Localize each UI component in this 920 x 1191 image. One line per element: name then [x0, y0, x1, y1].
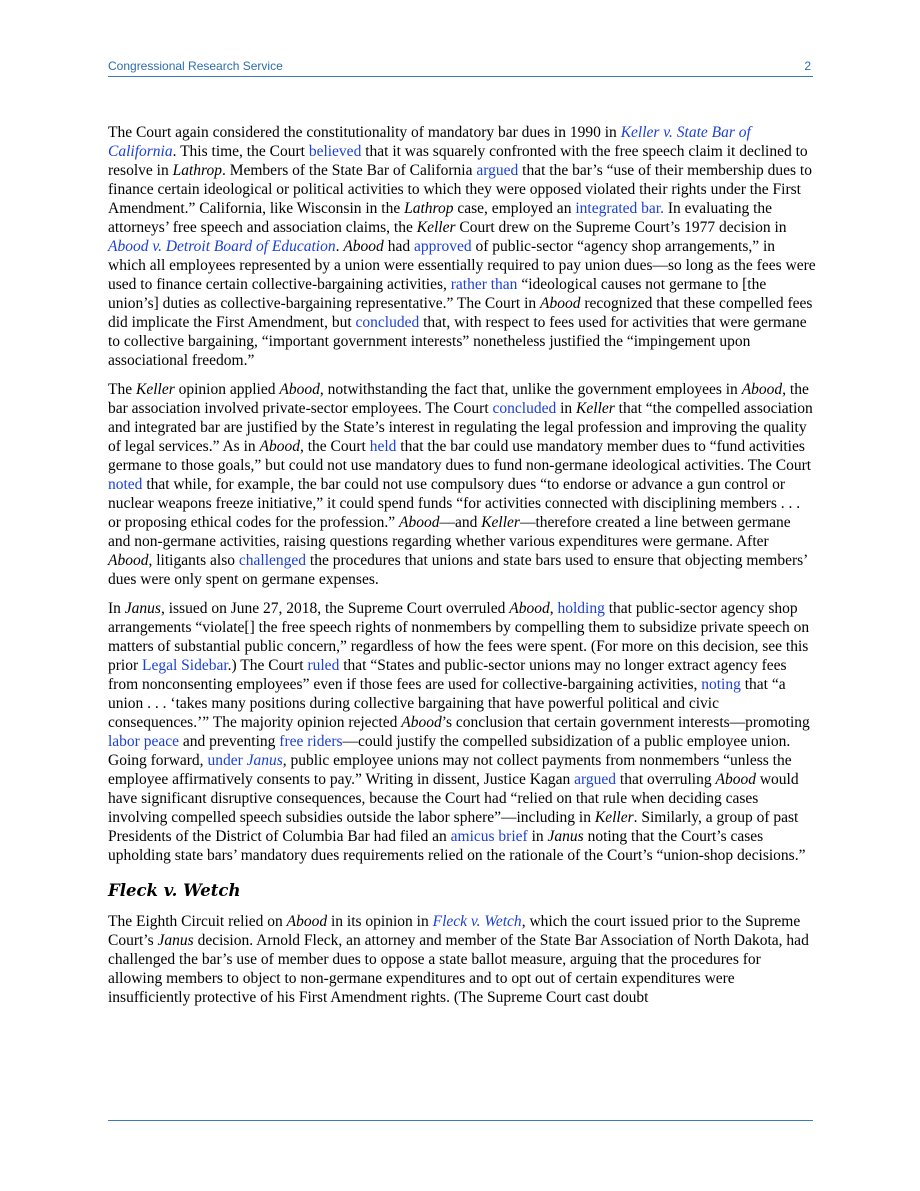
header-org: Congressional Research Service [108, 59, 283, 73]
text: that the bar’s “use of their membership dues to finance certain ideological or political activities to which they were opposed violated their rights under the First Amendment.” California, like Wisconsin in the [108, 162, 812, 217]
text: , which the court issued prior to the Supreme Court’s [108, 913, 801, 949]
text: , notwithstanding the fact that, unlike the government employees in [319, 381, 742, 398]
text: . [335, 238, 344, 255]
text: would have significant disruptive consequences, because the Court had “relied on that rule when deciding cases involving compelled speech subsidies outside the labor sphere”—including in [108, 771, 799, 826]
link-under-janus[interactable] [207, 752, 282, 769]
text: —and [439, 514, 482, 531]
text: that overruling [616, 771, 716, 788]
case-name: Janus [157, 932, 194, 949]
link-labor-peace[interactable]: labor peace [108, 733, 179, 750]
text: opinion applied [174, 381, 280, 398]
link-fleck-case[interactable]: Fleck v. Wetch [432, 913, 522, 930]
text: the procedures that unions and state bars used to ensure that objecting members’ dues were only spent on germane expenses. [108, 552, 808, 588]
footer-divider [108, 1120, 813, 1121]
link-believed[interactable]: believed [308, 143, 362, 160]
text: that “a union . . . ‘takes many positions during collective bargaining that have powerful political and civic consequences.’” The majority opinion rejected [108, 676, 786, 731]
link-keller-case[interactable]: Keller v. State Bar of California [108, 124, 751, 160]
link-amicus-brief[interactable]: amicus brief [450, 828, 528, 845]
paragraph-fleck [108, 912, 816, 1007]
text: The [108, 381, 136, 398]
case-name: Abood [259, 438, 300, 455]
text: , the Court [299, 438, 370, 455]
link-rather-than[interactable]: rather than [450, 276, 518, 293]
section-heading: Fleck v. Wetch [108, 881, 241, 900]
link-challenged[interactable]: challenged [238, 552, 307, 569]
document-body [108, 123, 816, 1017]
text: In [108, 600, 125, 617]
text: “ideological causes not germane to [the union’s] duties as collective-bargaining representative.” The Court in [108, 276, 767, 312]
paragraph-janus [108, 599, 816, 865]
text: case, employed an [453, 200, 576, 217]
link-legal-sidebar[interactable]: Legal Sidebar [142, 657, 228, 674]
text: , issued on June 27, 2018, the Supreme Court overruled [160, 600, 510, 617]
text: that, with respect to fees used for activities that were germane to collective bargaining, “important government interests” nonetheless justified the “impingement upon associational freedom.” [108, 314, 807, 369]
link-janus-text: Janus [246, 752, 283, 769]
text: and preventing [179, 733, 280, 750]
text: that the bar could use mandatory member dues to “fund activities germane to those goals,” but could not use mandatory dues to fund non-germane ideological activities. The Court [108, 438, 812, 474]
case-name: Abood [540, 295, 581, 312]
case-name: Abood [715, 771, 756, 788]
case-name: Abood [108, 552, 149, 569]
text: noting that the Court’s cases upholding state bars’ mandatory dues requirements relied on the rationale of the Court’s “union-shop decisions.” [108, 828, 806, 864]
case-name: Abood [286, 913, 328, 930]
case-name: Lathrop [172, 162, 222, 179]
case-name: Abood [279, 381, 320, 398]
case-name: Lathrop [404, 200, 454, 217]
text: that it was squarely confronted with the free speech claim it declined to resolve in [108, 143, 808, 179]
text: , litigants also [148, 552, 239, 569]
link-noted[interactable]: noted [108, 476, 143, 493]
case-name: Abood [398, 514, 440, 531]
text: of public-sector “agency shop arrangements,” in which all employees represented by a union were essentially required to pay union dues—so long as the fees were used to finance certain collective-bargaining activities, [108, 238, 816, 293]
link-noting[interactable]: noting [701, 676, 741, 693]
text: Court drew on the Supreme Court’s 1977 decision in [455, 219, 787, 236]
text: had [383, 238, 414, 255]
text: in its opinion in [327, 913, 433, 930]
link-argued[interactable]: argued [574, 771, 617, 788]
case-name: Keller [416, 219, 456, 236]
link-free-riders[interactable]: free riders [279, 733, 343, 750]
case-name: Keller [481, 514, 520, 531]
link-approved[interactable]: approved [413, 238, 472, 255]
text: recognized that these compelled fees did implicate the First Amendment, but [108, 295, 813, 331]
link-integrated-bar[interactable]: integrated bar. [575, 200, 664, 217]
paragraph-keller-opinion [108, 380, 816, 589]
text: .) The Court [227, 657, 308, 674]
link-concluded[interactable]: concluded [492, 400, 557, 417]
text: ’s conclusion that certain government interests—promoting [441, 714, 810, 731]
text: in [527, 828, 548, 845]
case-name: Janus [124, 600, 161, 617]
link-concluded[interactable]: concluded [355, 314, 420, 331]
page-header [108, 58, 813, 77]
case-name: Keller [135, 381, 175, 398]
case-name: Abood [509, 600, 550, 617]
text: . This time, the Court [172, 143, 309, 160]
case-name: Abood [401, 714, 442, 731]
text: that while, for example, the bar could not use compulsory dues “to endorse or advance a gun control or nuclear weapons freeze initiative,” it could spend funds “for activities connected with disciplining members . . . or proposing ethical codes for the profession.” [108, 476, 801, 531]
text: , [549, 600, 558, 617]
link-abood-case[interactable]: Abood v. Detroit Board of Education [108, 238, 336, 255]
text: the bar association involved private-sector employees. The Court [108, 381, 809, 417]
link-argued[interactable]: argued [476, 162, 519, 179]
text: The Court again considered the constitutionality of mandatory bar dues in 1990 in [108, 124, 621, 141]
page-number: 2 [804, 59, 811, 73]
text: In evaluating the attorneys’ free speech and association claims, the [108, 200, 773, 236]
case-name: Janus [547, 828, 584, 845]
paragraph-keller [108, 123, 816, 370]
case-name: Keller [576, 400, 615, 417]
text: that “the compelled association and integrated bar are justified by the State’s interest in regulating the legal profession and improving the quality of legal services.” As in [108, 400, 813, 455]
text: that public-sector agency shop arrangements “violate[] the free speech rights of nonmembers by compelling them to subsidize private speech on matters of substantial public concern,” regardless of how the fees were spent. (For more on this decision, see this prior [108, 600, 810, 674]
text: , public employee unions may not collect payments from nonmembers “unless the employee affirmatively consents to pay.” Writing in dissent, Justice Kagan [108, 752, 792, 788]
case-name: Keller [594, 809, 634, 826]
link-held[interactable]: held [369, 438, 397, 455]
case-name: Abood [343, 238, 384, 255]
text: that “States and public-sector unions may no longer extract agency fees from nonconsenting employees” even if those fees are used for collective-bargaining activities, [108, 657, 787, 693]
link-under-text: under [207, 752, 247, 769]
case-name: Abood, [741, 381, 787, 398]
text: . Members of the State Bar of California [221, 162, 477, 179]
text: The Eighth Circuit relied on [108, 913, 287, 930]
text: . Similarly, a group of past Presidents of the District of Columbia Bar had filed an [108, 809, 799, 845]
text: in [556, 400, 577, 417]
text: decision. Arnold Fleck, an attorney and member of the State Bar Association of North Dakota, had challenged the bar’s use of member dues to oppose a state ballot measure, arguing that the procedures for allowing members to object to non-germane expenditures and to opt out of certain expenditures were insufficiently protective of his First Amendment rights. (The Supreme Court cast doubt [108, 932, 809, 1006]
link-holding[interactable]: holding [557, 600, 605, 617]
link-ruled[interactable]: ruled [307, 657, 340, 674]
text: —could justify the compelled subsidization of a public employee union. Going forward, [108, 733, 791, 769]
text: —therefore created a line between germane and non-germane activities, raising questions regarding whether various expenditures were germane. After [108, 514, 791, 550]
